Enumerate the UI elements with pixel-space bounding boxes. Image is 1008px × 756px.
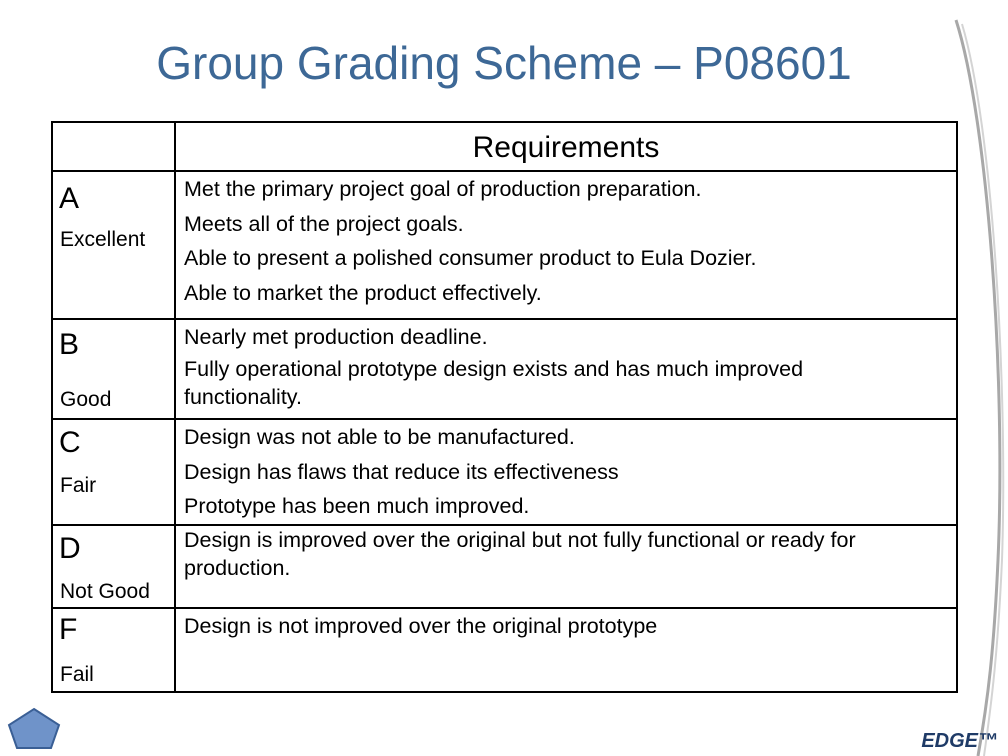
edge-logo: EDGE™ <box>921 730 998 752</box>
grade-row-c <box>52 419 957 525</box>
requirement-line: Design is not improved over the original prototype <box>184 614 658 638</box>
requirement-line: Able to market the product effectively. <box>184 280 542 305</box>
grade-word: Fair <box>60 474 97 497</box>
requirement-line: Able to present a polished consumer product to Eula Dozier. <box>184 246 757 270</box>
grading-table <box>51 121 958 693</box>
grade-word: Not Good <box>60 580 150 603</box>
grade-word: Good <box>60 388 112 411</box>
grade-letter: B <box>59 328 80 361</box>
requirement-line: Fully operational prototype design exists and has much improved <box>184 356 804 381</box>
grade-letter: C <box>59 426 81 459</box>
requirement-line: functionality. <box>184 384 302 409</box>
grade-word: Fail <box>60 663 94 686</box>
requirement-line: Design has flaws that reduce its effectiveness <box>184 459 619 484</box>
grade-word: Excellent <box>60 228 146 251</box>
header-empty-cell <box>52 122 175 171</box>
grade-letter: F <box>59 613 78 646</box>
requirement-line: production. <box>184 556 291 580</box>
requirements-header: Requirements <box>175 122 957 171</box>
requirement-line: Nearly met production deadline. <box>184 325 488 349</box>
grade-letter: A <box>59 182 80 215</box>
table-header-row <box>52 122 957 171</box>
requirement-line: Met the primary project goal of production preparation. <box>184 177 702 201</box>
grade-row-a <box>52 171 957 319</box>
grade-row-b <box>52 319 957 419</box>
slide-title: Group Grading Scheme – P08601 <box>156 37 852 89</box>
requirement-line: Meets all of the project goals. <box>184 211 464 236</box>
requirement-line: Design is improved over the original but not fully functional or ready for <box>184 528 856 552</box>
grade-letter: D <box>59 532 81 565</box>
grade-row-f <box>52 608 957 692</box>
pentagon-icon <box>6 706 62 750</box>
requirement-line: Prototype has been much improved. <box>184 494 530 518</box>
grade-row-d <box>52 525 957 608</box>
requirement-line: Design was not able to be manufactured. <box>184 425 575 449</box>
